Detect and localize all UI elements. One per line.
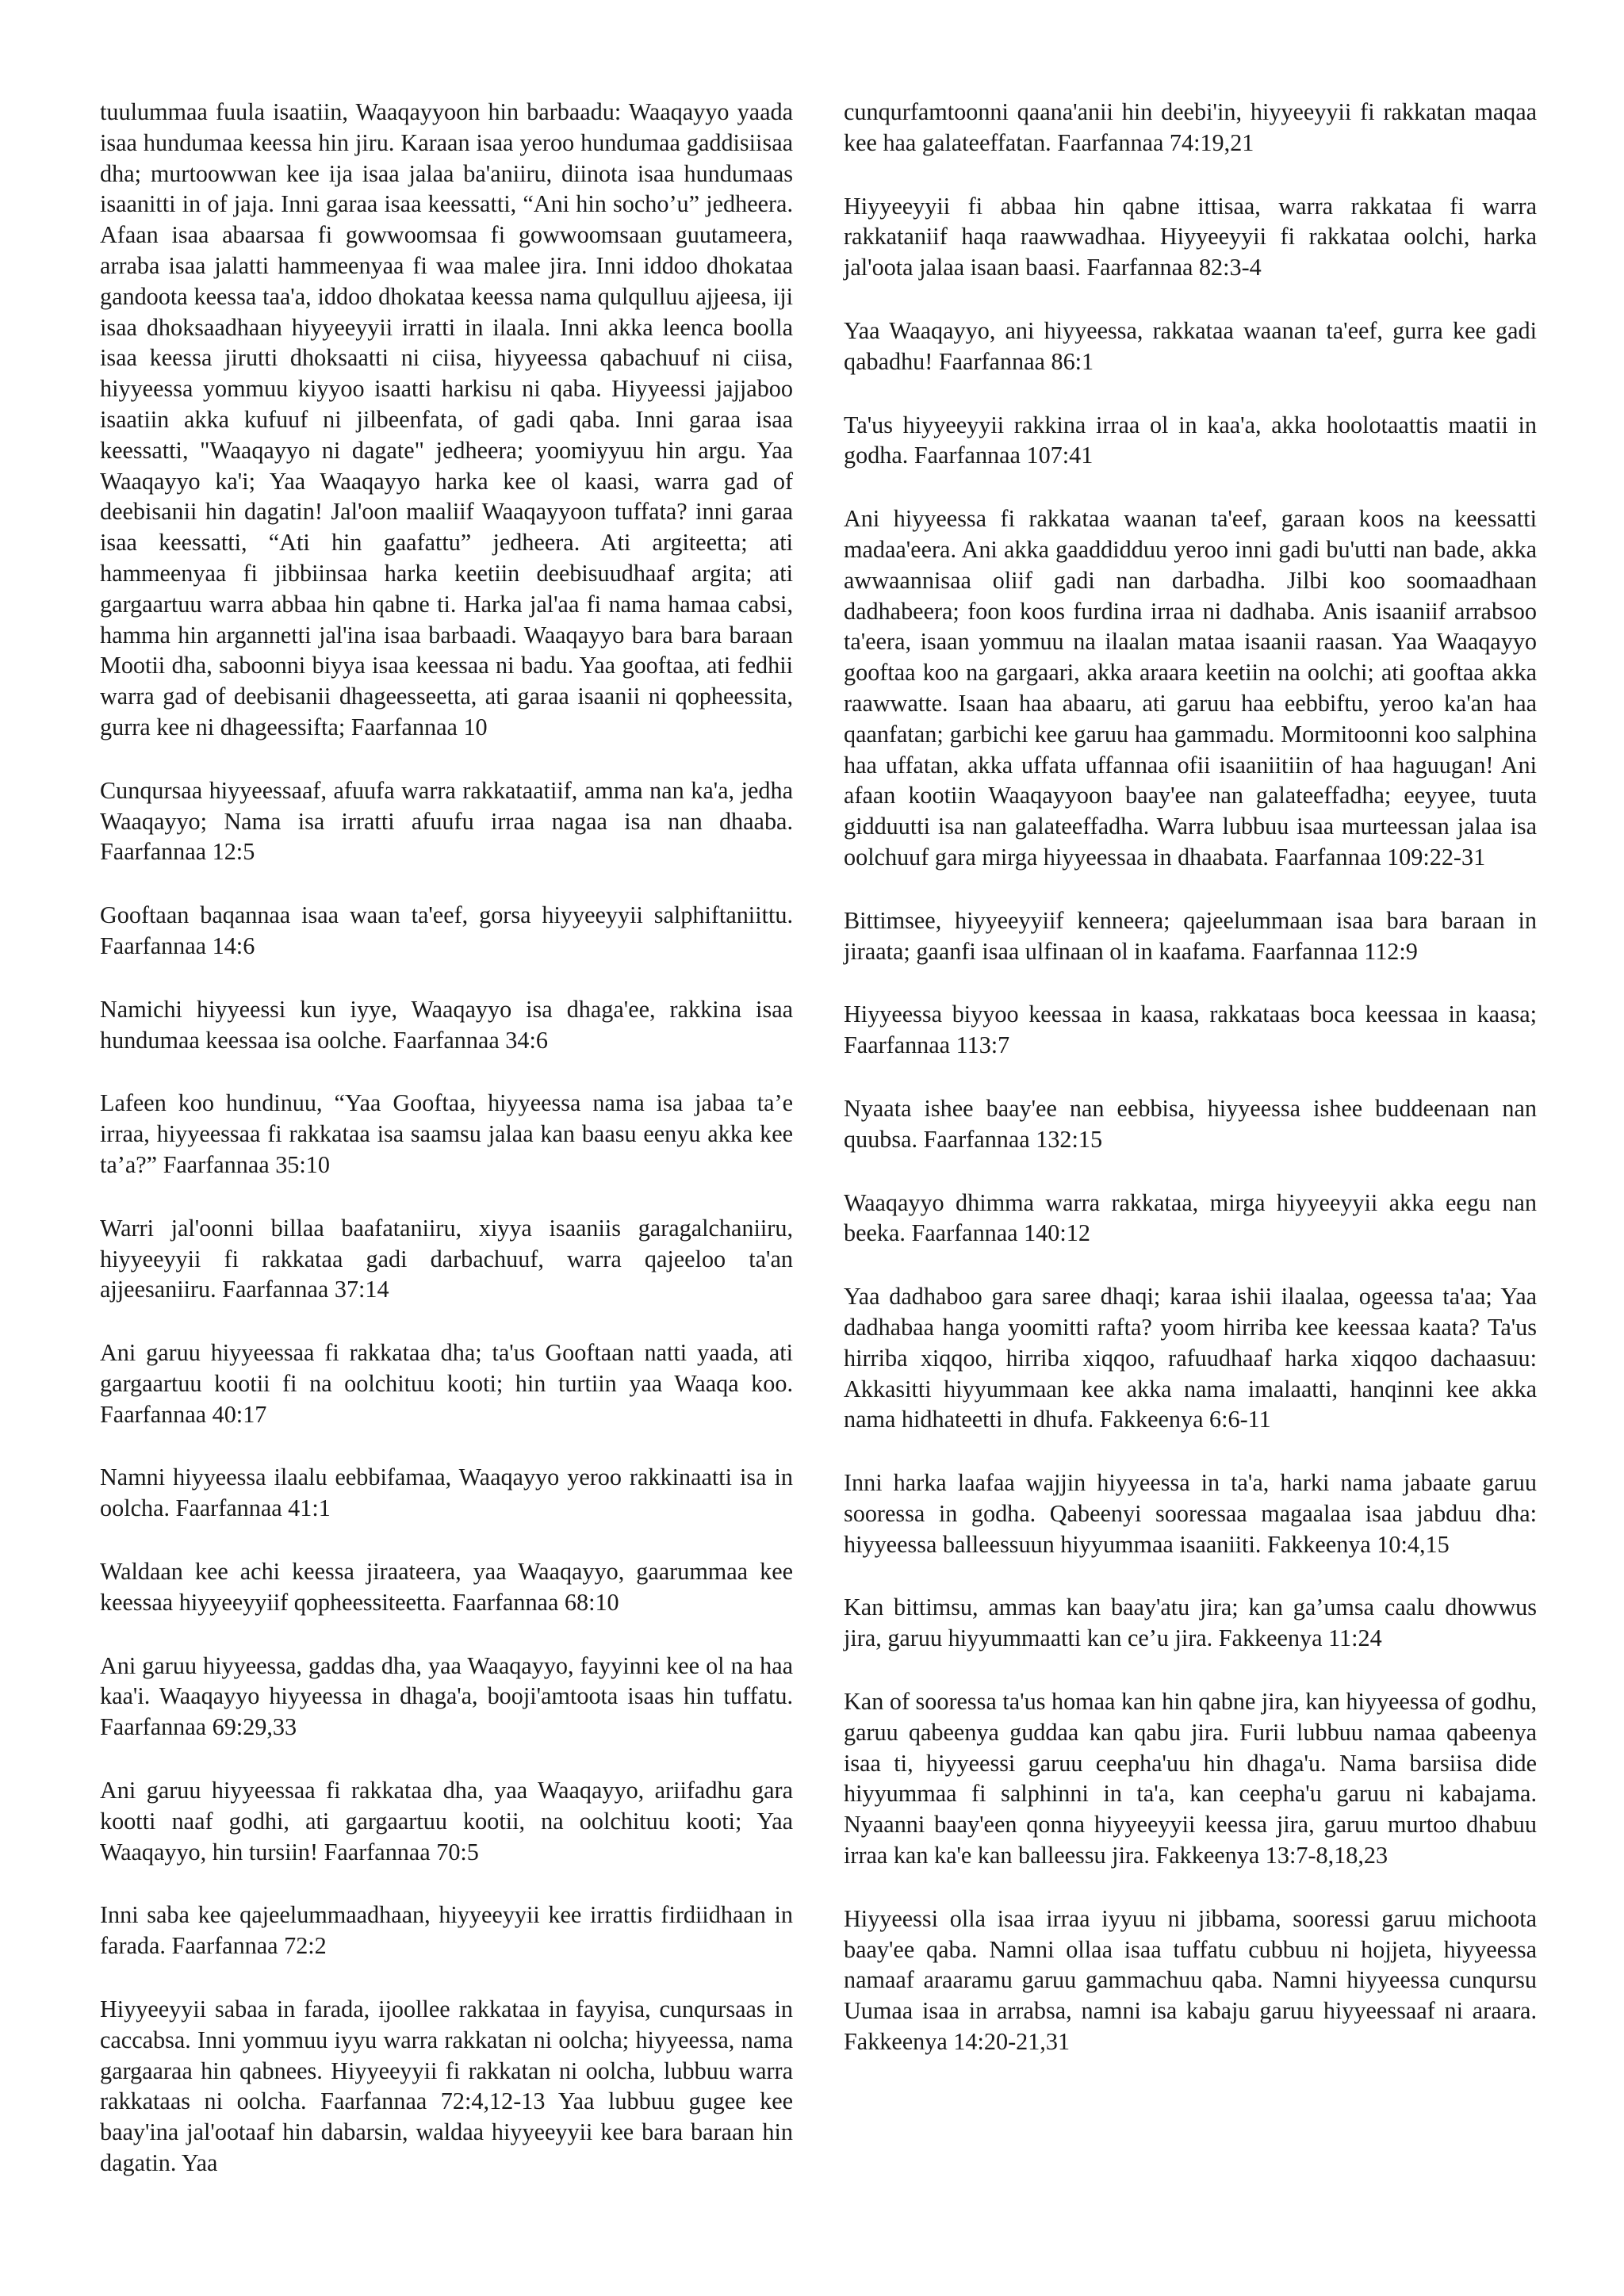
paragraph: Ta'us hiyyeeyyii rakkina irraa ol in kaa'a, akka hoolotaattis maatii in godha. Faarfannaa 107:41 <box>844 411 1537 469</box>
paragraph: Ani garuu hiyyeessaa fi rakkataa dha, yaa Waaqayyo, ariifadhu gara kootti naaf godhi, ati gargaartuu kootii, na oolchituu kooti; Yaa Waaqayyo, hin tursiin! Faarfannaa 70:5 <box>100 1777 793 1866</box>
left-column <box>100 97 793 2211</box>
paragraph: Cunqursaa hiyyeessaaf, afuufa warra rakkataatiif, amma nan ka'a, jedha Waaqayyo; Nama isa irratti afuufu irraa nagaa isa nan dhaaba. Faarfannaa 12:5 <box>100 776 793 866</box>
paragraph: Yaa dadhaboo gara saree dhaqi; karaa ishii ilaalaa, ogeessa ta'aa; Yaa dadhabaa hanga yoomitti rafta? yoom hirriba kee keessaa kaata? Ta'us hirriba xiqqoo, hirriba xiqqoo, rafuudhaaf harka xiqqoo dachaasuu: Akkasitti hiyyummaan kee akka nama imalaatti, hanqinni kee akka nama hidhateetti in dhufa. Fakkeenya 6:6-11 <box>844 1283 1537 1433</box>
paragraph: Inni saba kee qajeelummaadhaan, hiyyeeyyii kee irrattis firdiidhaan in farada. Faarfannaa 72:2 <box>100 1901 793 1960</box>
paragraph: Lafeen koo hundinuu, “Yaa Gooftaa, hiyyeessa nama isa jabaa ta’e irraa, hiyyeessaa fi rakkataa isa saamsu jalaa kan baasu eenyu akka kee ta’a?” Faarfannaa 35:10 <box>100 1089 793 1178</box>
paragraph: Ani garuu hiyyeessa, gaddas dha, yaa Waaqayyo, fayyinni kee ol na haa kaa'i. Waaqayyo hiyyeessa in dhaga'a, booji'amtoota isaas hin tuffatu. Faarfannaa 69:29,33 <box>100 1651 793 1741</box>
paragraph: Waaqayyo dhimma warra rakkataa, mirga hiyyeeyyii akka eegu nan beeka. Faarfannaa 140:12 <box>844 1188 1537 1247</box>
paragraph: Hiyyeeyyii sabaa in farada, ijoollee rakkataa in fayyisa, cunqursaas in caccabsa. Inni yommuu iyyu warra rakkatan ni oolcha; hiyyeessa, nama gargaaraa hin qabnees. Hiyyeeyyii fi rakkatan ni oolcha, lubbuu warra rakkataas ni oolcha. Faarfannaa 72:4,12-13 Yaa lubbuu gugee kee baay'ina jal'ootaaf hin dabarsin, waldaa hiyyeeyyii kee bara baraan hin dagatin. Yaa <box>100 1996 793 2177</box>
paragraph: Ani garuu hiyyeessaa fi rakkataa dha; ta'us Gooftaan natti yaada, ati gargaartuu kootii fi na oolchituu kooti; hin turtiin yaa Waaqa koo. Faarfannaa 40:17 <box>100 1339 793 1428</box>
paragraph: Bittimsee, hiyyeeyyiif kenneera; qajeelummaan isaa bara baraan in jiraata; gaanfi isaa ulfinaan ol in kaafama. Faarfannaa 112:9 <box>844 906 1537 965</box>
paragraph: Namni hiyyeessa ilaalu eebbifamaa, Waaqayyo yeroo rakkinaatti isa in oolcha. Faarfannaa 41:1 <box>100 1464 793 1522</box>
paragraph: Warri jal'oonni billaa baafataniiru, xiyya isaaniis garagalchaniiru, hiyyeeyyii fi rakkataa gadi darbachuuf, warra qajeeloo ta'an ajjeesaniiru. Faarfannaa 37:14 <box>100 1214 793 1303</box>
paragraph: Hiyyeessa biyyoo keessaa in kaasa, rakkataas boca keessaa in kaasa; Faarfannaa 113:7 <box>844 1001 1537 1059</box>
paragraph: tuulummaa fuula isaatiin, Waaqayyoon hin barbaadu: Waaqayyo yaada isaa hundumaa keessa hin jiru. Karaan isaa yeroo hundumaa gaddisiisaa dha; murtoowwan kee ija isaa jalaa ba'aniiru, diinota isaa hundumaas isaanitti in of jaja. Inni garaa isaa keessatti, “Ani hin socho’u” jedheera. Afaan isaa abaarsaa fi gowwoomsaa fi gowwoomsaan guutameera, arraba isaa jalatti hammeenyaa fi waa malee jira. Inni iddoo dhokataa gandoota keessa taa'a, iddoo dhokataa keessa nama qulqulluu ajjeesa, iji isaa dhoksaadhaan hiyyeeyyii irratti in ilaala. Inni akka leenca boolla isaa keessa jirutti dhoksaatti ni ciisa, hiyyeessa qabachuuf ni ciisa, hiyyeessa yommuu kiyyoo isaatti harkisu ni qaba. Hiyyeessi jajjaboo isaatiin akka kufuuf ni jilbeenfata, of gadi qaba. Inni garaa isaa keessatti, "Waaqayyo ni dagate" jedheera; yoomiyyuu hin argu. Yaa Waaqayyo ka'i; Yaa Waaqayyo harka kee ol kaasi, warra gad of deebisanii hin dagatin! Jal'oon maaliif Waaqayyoon tuffata? inni garaa isaa keessatti, “Ati hin gaafattu” jedheera. Ati argiteetta; ati hammeenyaa fi jibbiinsaa harka keetiin deebisuudhaaf argita; ati gargaartuu warra abbaa hin qabne ti. Harka jal'aa fi nama hamaa cabsi, hamma hin argannetti jal'ina isaa barbaadi. Waaqayyo bara bara baraan Mootii dha, saboonni biyya isaa keessaa ni badu. Yaa gooftaa, ati fedhii warra gad of deebisanii dhageesseetta, ati garaa isaanii ni qopheessita, gurra kee ni dhageessifta; Faarfannaa 10 <box>100 98 793 740</box>
paragraph: Hiyyeeyyii fi abbaa hin qabne ittisaa, warra rakkataa fi warra rakkataniif haqa raawwadhaa. Hiyyeeyyii fi rakkataa oolchi, harka jal'oota jalaa isaan baasi. Faarfannaa 82:3-4 <box>844 192 1537 281</box>
paragraph: Hiyyeessi olla isaa irraa iyyuu ni jibbama, sooressi garuu michoota baay'ee qaba. Namni ollaa isaa tuffatu cubbuu ni hojjeta, hiyyeessa namaaf araaramu garuu gammachuu qaba. Namni hiyyeessa cunqursu Uumaa isaa in arrabsa, namni isa kabaju garuu hiyyeessaaf ni araara. Fakkeenya 14:20-21,31 <box>844 1904 1537 2056</box>
right-column <box>844 97 1537 2090</box>
paragraph: Namichi hiyyeessi kun iyye, Waaqayyo isa dhaga'ee, rakkina isaa hundumaa keessaa isa oolche. Faarfannaa 34:6 <box>100 995 793 1054</box>
paragraph: Waldaan kee achi keessa jiraateera, yaa Waaqayyo, gaarummaa kee keessaa hiyyeeyyiif qopheessiteetta. Faarfannaa 68:10 <box>100 1558 793 1616</box>
paragraph: Nyaata ishee baay'ee nan eebbisa, hiyyeessa ishee buddeenaan nan quubsa. Faarfannaa 132:15 <box>844 1094 1537 1153</box>
paragraph: Gooftaan baqannaa isaa waan ta'eef, gorsa hiyyeeyyii salphiftaniittu. Faarfannaa 14:6 <box>100 901 793 959</box>
paragraph: Yaa Waaqayyo, ani hiyyeessa, rakkataa waanan ta'eef, gurra kee gadi qabadhu! Faarfannaa 86:1 <box>844 316 1537 375</box>
paragraph: Inni harka laafaa wajjin hiyyeessa in ta'a, harki nama jabaate garuu sooressa in godha. Qabeenyi sooressaa magaalaa isaa jabduu dha: hiyyeessa balleessuun hiyyummaa isaaniiti. Fakkeenya 10:4,15 <box>844 1469 1537 1558</box>
paragraph: cunqurfamtoonni qaana'anii hin deebi'in, hiyyeeyyii fi rakkatan maqaa kee haa galateeffatan. Faarfannaa 74:19,21 <box>844 98 1537 156</box>
paragraph: Kan bittimsu, ammas kan baay'atu jira; kan ga’umsa caalu dhowwus jira, garuu hiyyummaatti kan ce’u jira. Fakkeenya 11:24 <box>844 1594 1537 1652</box>
paragraph: Kan of sooressa ta'us homaa kan hin qabne jira, kan hiyyeessa of godhu, garuu qabeenya guddaa kan qabu jira. Furii lubbuu namaa qabeenya isaa ti, hiyyeessi garuu ceepha'uu hin dhaga'u. Nama barsiisa dide hiyyummaa fi salphinni in ta'a, kan ceepha'u garuu ni kabajama. Nyaanni baay'een qonna hiyyeeyyii keessa jira, garuu murtoo dhabuu irraa kan ka'e kan balleessu jira. Fakkeenya 13:7-8,18,23 <box>844 1688 1537 1869</box>
paragraph: Ani hiyyeessa fi rakkataa waanan ta'eef, garaan koos na keessatti madaa'eera. Ani akka gaaddidduu yeroo inni gadi bu'utti nan bade, akka awwaannisaa oliif gadi nan darbadha. Jilbi koo soomaadhaan dadhabeera; foon koos furdina irraa ni dadhaba. Anis isaaniif arrabsoo ta'eera, isaan yommuu na ilaalan mataa isaanii raasan. Yaa Waaqayyo gooftaa koo na gargaari, akka araara keetiin na oolchi; ati gooftaa akka raawwatte. Isaan haa abaaru, ati garuu haa eebbiftu, yeroo ka'an haa qaanfatan; garbichi kee garuu haa gammadu. Mormitoonni koo salphina haa uffatan, akka uffata uffannaa ofii isaaniitiin of haa haguugan! Ani afaan kootiin Waaqayyoon baay'ee nan galateeffadha; eeyyee, tuuta gidduutti isa nan galateeffadha. Warra lubbuu isaa murteessan jalaa isa oolchuuf gara mirga hiyyeessaa in dhaabata. Faarfannaa 109:22-31 <box>844 505 1537 871</box>
